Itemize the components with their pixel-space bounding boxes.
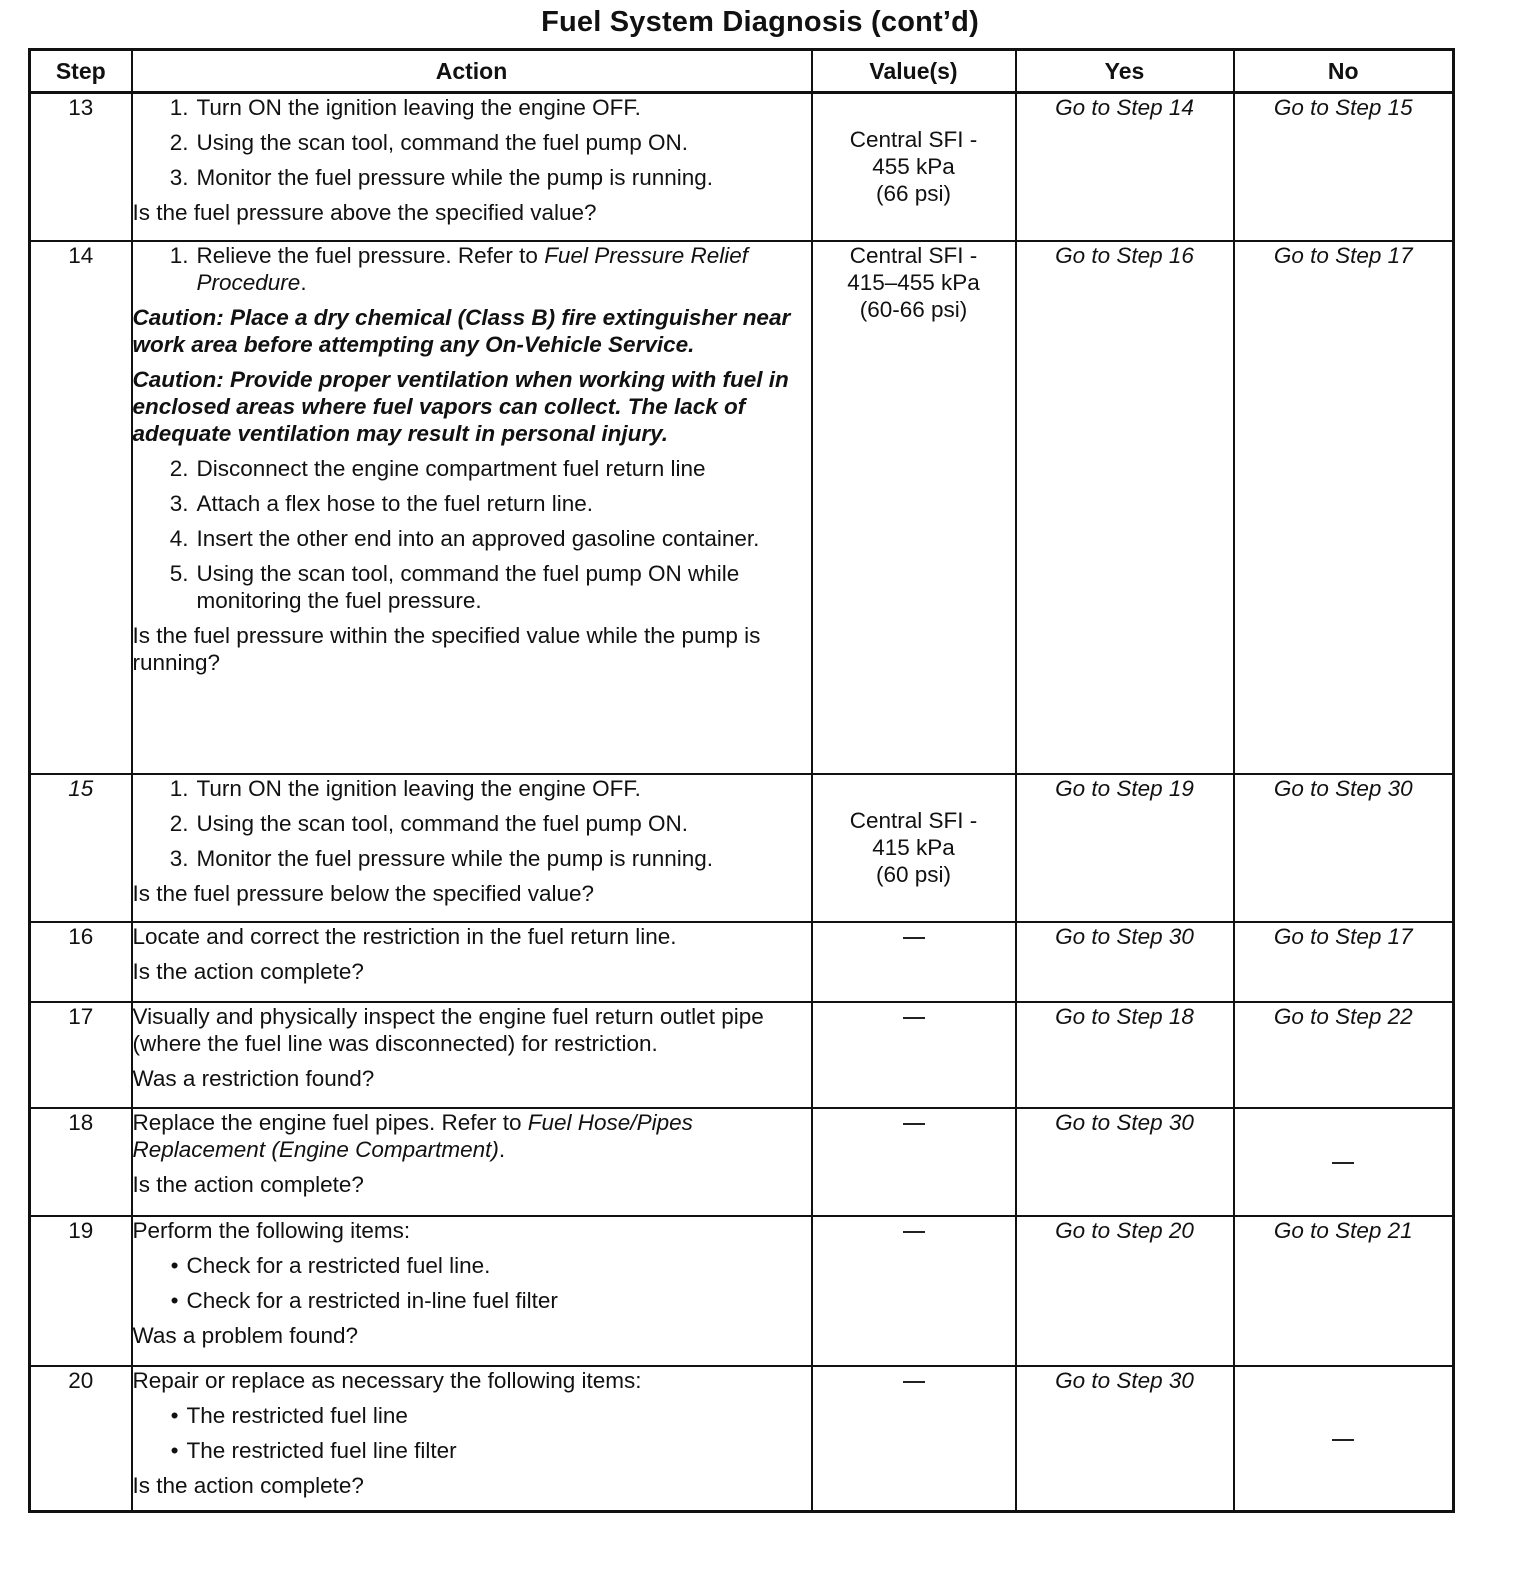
yes-link: Go to Step 30 (1016, 1108, 1234, 1216)
list-item: 2. Disconnect the engine compartment fuel return line (169, 455, 706, 481)
action-cell (132, 1216, 812, 1366)
yes-link: Go to Step 30 (1016, 922, 1234, 1002)
action-text: Repair or replace as necessary the following items: (132, 1367, 642, 1393)
value-cell (812, 1366, 1016, 1512)
question: Is the fuel pressure above the specified value? (132, 200, 597, 225)
question: Is the fuel pressure below the specified value? (132, 880, 595, 906)
value-cell: Central SFI - 415–455 kPa (60-66 psi) (812, 241, 1016, 774)
question: Was a restriction found? (132, 1065, 375, 1091)
question: Is the fuel pressure within the specified value while the pump is running? (132, 622, 761, 675)
action-cell (132, 241, 812, 774)
caution-note: Caution: Provide proper ventilation when working with fuel in enclosed areas where fuel vapors can collect. The lack of adequate ventilation may result in personal injury. (132, 366, 789, 446)
header-action: Action (132, 50, 812, 93)
list-item: 2. Using the scan tool, command the fuel pump ON. (169, 810, 688, 836)
dash-mark (903, 1231, 925, 1233)
value-cell (812, 1002, 1016, 1108)
value-cell: Central SFI - 455 kPa (66 psi) (812, 93, 1016, 241)
question: Is the action complete? (132, 958, 364, 984)
bullet: • (170, 1402, 179, 1428)
header-no: No (1234, 50, 1454, 93)
action-cell (132, 774, 812, 922)
header-row (30, 50, 1454, 93)
question: Is the action complete? (132, 1171, 364, 1197)
page-title: Fuel System Diagnosis (cont’d) (541, 6, 979, 38)
value-cell: Central SFI - 415 kPa (60 psi) (812, 774, 1016, 922)
yes-link: Go to Step 19 (1016, 774, 1234, 922)
action-text: Locate and correct the restriction in the fuel return line. (132, 923, 677, 949)
action-text: Visually and physically inspect the engine fuel return outlet pipe (where the fuel line was disconnected) for restriction. (132, 1003, 764, 1056)
no-link: Go to Step 21 (1234, 1216, 1454, 1366)
action-text: Replace the engine fuel pipes. Refer to Fuel Hose/Pipes Replacement (Engine Compartment). (132, 1109, 693, 1162)
dash-mark (903, 937, 925, 939)
list-item: 3. Attach a flex hose to the fuel return line. (169, 490, 593, 516)
procedure-reference: Fuel Pressure Relief Procedure (196, 242, 749, 295)
bullet: • (170, 1252, 179, 1278)
yes-link: Go to Step 20 (1016, 1216, 1234, 1366)
no-link: Go to Step 17 (1234, 241, 1454, 774)
table-row (30, 241, 1454, 774)
list-item: 3. Monitor the fuel pressure while the pump is running. (169, 165, 714, 190)
list-item: • Check for a restricted fuel line. (133, 1252, 811, 1279)
step-number: 16 (30, 922, 132, 1002)
dash-mark (903, 1123, 925, 1125)
no-link: Go to Step 22 (1234, 1002, 1454, 1108)
list-item: 4. Insert the other end into an approved gasoline container. (169, 525, 760, 551)
value-cell (812, 922, 1016, 1002)
step-number: 14 (30, 241, 132, 774)
no-link: Go to Step 15 (1234, 93, 1454, 241)
header-values: Value(s) (812, 50, 1016, 93)
action-cell (132, 1108, 812, 1216)
action-cell (132, 1366, 812, 1512)
list-item: • The restricted fuel line (133, 1402, 811, 1429)
step-number: 19 (30, 1216, 132, 1366)
bullet: • (170, 1287, 179, 1313)
dash-mark (1332, 1162, 1354, 1164)
list-item: 1. Turn ON the ignition leaving the engine OFF. (169, 95, 641, 120)
question: Was a problem found? (132, 1322, 359, 1348)
list-item: 1. Relieve the fuel pressure. Refer to Fuel Pressure Relief Procedure. (169, 242, 749, 295)
table-row (30, 1216, 1454, 1366)
step-number: 13 (30, 93, 132, 241)
action-cell (132, 93, 812, 241)
dash-mark (903, 1017, 925, 1019)
action-cell (132, 922, 812, 1002)
table-row (30, 774, 1454, 922)
list-item: • Check for a restricted in-line fuel filter (133, 1287, 811, 1314)
no-link (1234, 1366, 1454, 1512)
table-row (30, 1366, 1454, 1512)
dash-mark (1332, 1439, 1354, 1441)
value-cell (812, 1108, 1016, 1216)
diagnosis-table (28, 48, 1455, 1513)
list-item: 2. Using the scan tool, command the fuel pump ON. (169, 130, 688, 155)
list-item: 5. Using the scan tool, command the fuel pump ON while monitoring the fuel pressure. (169, 560, 740, 613)
action-text: Perform the following items: (132, 1217, 411, 1243)
header-step: Step (30, 50, 132, 93)
dash-mark (903, 1381, 925, 1383)
no-link: Go to Step 17 (1234, 922, 1454, 1002)
question: Is the action complete? (132, 1472, 364, 1498)
table-row (30, 922, 1454, 1002)
step-number: 17 (30, 1002, 132, 1108)
table-row (30, 1002, 1454, 1108)
list-item: • The restricted fuel line filter (133, 1437, 811, 1464)
header-yes: Yes (1016, 50, 1234, 93)
yes-link: Go to Step 14 (1016, 93, 1234, 241)
action-cell (132, 1002, 812, 1108)
step-number: 20 (30, 1366, 132, 1512)
yes-link: Go to Step 16 (1016, 241, 1234, 774)
bullet: • (170, 1437, 179, 1463)
yes-link: Go to Step 18 (1016, 1002, 1234, 1108)
step-number: 15 (30, 774, 132, 922)
step-number: 18 (30, 1108, 132, 1216)
table-row (30, 93, 1454, 241)
table-row (30, 1108, 1454, 1216)
no-link: Go to Step 30 (1234, 774, 1454, 922)
yes-link: Go to Step 30 (1016, 1366, 1234, 1512)
caution-note: Caution: Place a dry chemical (Class B) fire extinguisher near work area before attempting any On-Vehicle Service. (132, 304, 791, 357)
list-item: 1. Turn ON the ignition leaving the engine OFF. (169, 775, 641, 801)
no-link (1234, 1108, 1454, 1216)
procedure-reference: Fuel Hose/Pipes Replacement (Engine Compartment) (132, 1109, 693, 1162)
value-cell (812, 1216, 1016, 1366)
list-item: 3. Monitor the fuel pressure while the pump is running. (169, 845, 714, 871)
